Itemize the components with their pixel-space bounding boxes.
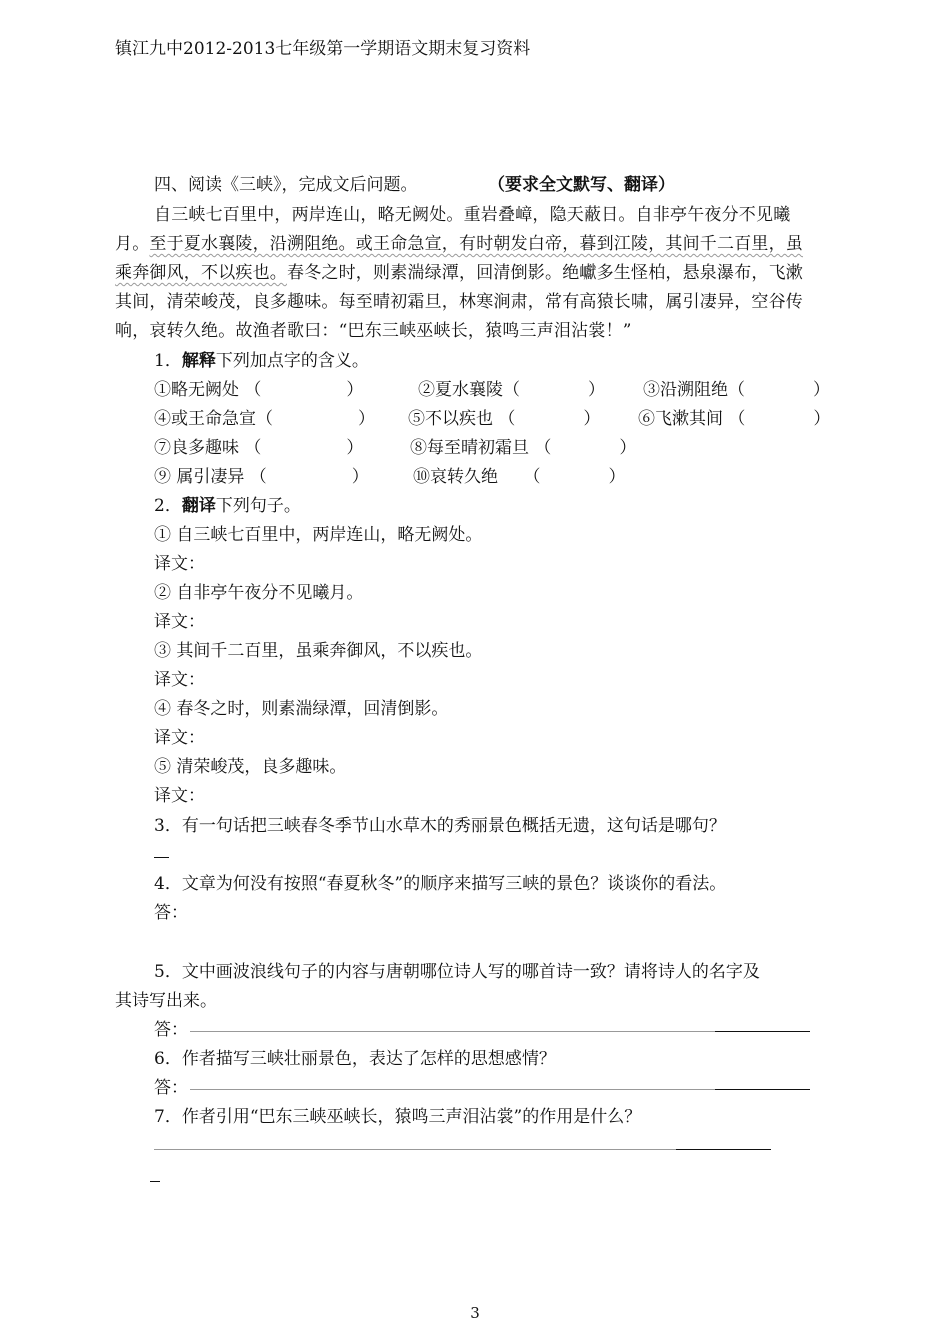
answer-line: [715, 1089, 810, 1090]
section-title-text: 四、阅读《三峡》，完成文后问题。: [154, 175, 418, 195]
q2-keyword: 翻译: [181, 496, 216, 516]
q1-item: ③沿溯阻绝（ ）: [643, 380, 830, 400]
answer-line: [190, 1089, 715, 1090]
page-header: 镇江九中2012-2013七年级第一学期语文期末复习资料: [115, 39, 531, 59]
answer-line: [190, 1031, 715, 1032]
q1-item: ⑦良多趣味 （ ）: [154, 438, 364, 458]
question-5-cont: 其诗写出来。: [115, 991, 217, 1011]
translation-label: 译文：: [154, 786, 205, 806]
question-4: 4．文章为何没有按照“春夏秋冬”的顺序来描写三峡的景色？谈谈你的看法。: [154, 874, 727, 894]
q2-sentence: ④ 春冬之时，则素湍绿潭，回清倒影。: [154, 699, 449, 719]
wavy-underlined-sentence-end: 乘奔御风，不以疾也。: [115, 263, 287, 283]
passage-line-2a: 月。: [115, 234, 150, 254]
passage-line-4: 其间，清荣峻茂，良多趣味。每至晴初霜旦，林寒涧肃，常有高猿长啸，属引凄异，空谷传: [115, 292, 803, 312]
answer-line: [676, 1149, 771, 1150]
q1-item: ④或王命急宣（ ）: [154, 409, 375, 429]
q1-number: 1．: [154, 351, 182, 371]
passage-line-1: 自三峡七百里中，两岸连山，略无阙处。重岩叠嶂，隐天蔽日。自非亭午夜分不见曦: [154, 205, 791, 225]
passage-line-3: [115, 258, 803, 283]
q1-keyword: 解释: [181, 351, 216, 371]
translation-label: 译文：: [154, 728, 205, 748]
question-3: 3．有一句话把三峡春冬季节山水草木的秀丽景色概括无遗，这句话是哪句？: [154, 816, 726, 836]
wavy-underlined-sentence: 至于夏水襄陵，沿溯阻绝。或王命急宣，有时朝发白帝，暮到江陵，其间千二百里，虽: [149, 234, 804, 254]
answer-line: [154, 1149, 676, 1150]
answer-label: 答：: [154, 1078, 188, 1098]
passage-line-3b: 春冬之时，则素湍绿潭，回清倒影。绝巘多生怪柏，悬泉瀑布，飞漱: [287, 263, 803, 283]
q2-sentence: ② 自非亭午夜分不见曦月。: [154, 583, 364, 603]
translation-label: 译文：: [154, 554, 205, 574]
page-number: 3: [470, 1304, 480, 1322]
translation-label: 译文：: [154, 670, 205, 690]
question-6: 6．作者描写三峡壮丽景色，表达了怎样的思想感情？: [154, 1049, 556, 1069]
answer-label: 答：: [154, 1020, 188, 1040]
q1-instruction: 下列加点字的含义。: [215, 351, 369, 371]
q2-sentence: ③ 其间千二百里，虽乘奔御风，不以疾也。: [154, 641, 483, 661]
q1-item: ②夏水襄陵（ ）: [418, 380, 605, 400]
passage-line-5: 响，哀转久绝。故渔者歌曰：“巴东三峡巫峡长，猿鸣三声泪沾裳！”: [115, 321, 632, 341]
answer-line: [715, 1031, 810, 1032]
answer-label: 答：: [154, 903, 188, 923]
answer-line: [150, 1181, 160, 1182]
q1-item: ①略无阙处 （ ）: [154, 380, 364, 400]
question-2: [154, 491, 301, 516]
q1-item: ⑥飞漱其间 （ ）: [638, 409, 831, 429]
q2-instruction: 下列句子。: [215, 496, 301, 516]
question-5: 5．文中画波浪线句子的内容与唐朝哪位诗人写的哪首诗一致？请将诗人的名字及: [154, 962, 760, 982]
q1-item: ⑩哀转久绝 （ ）: [413, 467, 626, 487]
question-7: 7．作者引用“巴东三峡巫峡长，猿鸣三声泪沾裳”的作用是什么？: [154, 1107, 642, 1127]
question-1: [154, 346, 369, 371]
translation-label: 译文：: [154, 612, 205, 632]
answer-line: [154, 857, 169, 858]
passage-line-2: [115, 229, 803, 254]
q1-item: ⑨ 属引凄异 （ ）: [154, 467, 369, 487]
q2-number: 2．: [154, 496, 182, 516]
section-title: [154, 170, 418, 195]
section-requirement: （要求全文默写、翻译）: [488, 175, 675, 195]
q1-item: ⑧每至晴初霜旦 （ ）: [410, 438, 637, 458]
q2-sentence: ⑤ 清荣峻茂，良多趣味。: [154, 757, 347, 777]
q1-item: ⑤不以疾也 （ ）: [408, 409, 601, 429]
q2-sentence: ① 自三峡七百里中，两岸连山，略无阙处。: [154, 525, 483, 545]
